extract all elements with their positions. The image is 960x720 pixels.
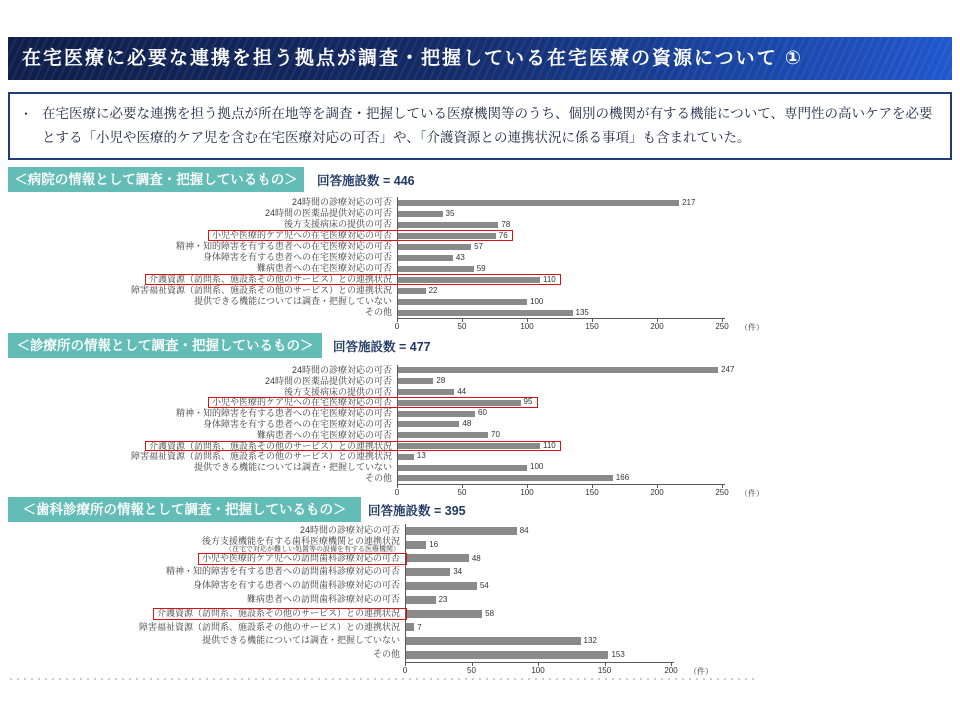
lead-text: 在宅医療に必要な連携を担う拠点が所在地等を調査・把握している医療機関等のうち、個別の機関が有する機能について、専門性の高いケアを必要とする「小児や医療的ケア児を含む在宅医療対応の可否」や、「介護資源との連携状況に係る事項」も含まれていた。 <box>42 106 933 145</box>
chart-row <box>67 219 782 230</box>
category-label <box>67 365 397 376</box>
category-label <box>67 441 397 452</box>
chart-row <box>67 285 782 296</box>
category-label-text: 提供できる機能については調査・把握していない <box>194 296 392 306</box>
value-label: 110 <box>543 275 556 284</box>
plot-area <box>397 376 782 387</box>
plot-area <box>405 634 731 648</box>
section-header-hospital: ＜病院の情報として調査・把握しているもの＞ <box>8 167 304 192</box>
chart-row <box>75 648 731 662</box>
category-label <box>67 285 397 296</box>
chart-row <box>75 621 731 635</box>
plot-area <box>397 230 782 241</box>
axis-tick-label: 100 <box>531 666 545 675</box>
plot-area <box>397 419 782 430</box>
category-label-text: 後方支援機能を有する歯科医療機関との連携状況 <box>201 535 400 546</box>
category-label <box>67 430 397 441</box>
axis-tick-label: 0 <box>394 487 400 497</box>
bar <box>405 582 477 590</box>
value-label: 100 <box>530 462 544 472</box>
category-label-text: 精神・知的障害を有する患者への訪問歯科診療対応の可否 <box>165 566 400 577</box>
category-label-text: 提供できる機能については調査・把握していない <box>202 635 400 646</box>
bar <box>397 244 471 250</box>
bar <box>397 443 540 449</box>
value-label: 217 <box>682 198 696 207</box>
category-label <box>67 219 397 230</box>
category-label-text: 後方支援病床の提供の可否 <box>283 219 392 229</box>
category-label <box>67 387 397 398</box>
bar <box>397 310 573 316</box>
axis-tick-label: 150 <box>585 322 599 331</box>
bar <box>397 233 496 239</box>
value-label: 135 <box>575 308 589 317</box>
bar <box>397 299 527 305</box>
category-label <box>67 408 397 419</box>
category-label-text: 24時間の医薬品提供対応の可否 <box>264 375 392 386</box>
value-label: 76 <box>498 231 508 240</box>
chart-row <box>67 252 782 263</box>
category-label <box>67 419 397 430</box>
value-label: 48 <box>471 553 481 563</box>
value-label: 60 <box>478 408 487 418</box>
category-label-text: 小児や医療的ケア児への在宅医療対応の可否 <box>211 397 392 408</box>
bar <box>405 554 469 562</box>
y-axis-line <box>397 197 398 319</box>
slide-title-bar <box>8 37 952 80</box>
bar <box>397 266 474 272</box>
hospital-chart <box>67 197 782 334</box>
bar <box>397 465 527 471</box>
value-label: 34 <box>453 567 463 577</box>
category-label-text: 難病患者への在宅医療対応の可否 <box>256 263 392 273</box>
value-label: 58 <box>485 608 495 618</box>
category-label <box>67 252 397 263</box>
plot-area <box>397 296 782 307</box>
plot-area <box>405 538 731 552</box>
chart-row <box>67 307 782 318</box>
value-label: 35 <box>445 209 455 218</box>
category-label <box>75 593 405 607</box>
category-label-text: 障害福祉資源（訪問系、施設系その他のサービス）との連携状況 <box>130 451 392 462</box>
chart-row <box>67 441 782 452</box>
category-label <box>67 197 397 208</box>
clinic-chart <box>67 365 782 500</box>
category-label-text: 身体障害を有する患者への在宅医療対応の可否 <box>202 252 392 262</box>
category-label-text: 精神・知的障害を有する患者への在宅医療対応の可否 <box>175 408 392 419</box>
chart-row <box>67 208 782 219</box>
category-label-text: その他 <box>364 307 392 317</box>
lead-box <box>8 92 952 160</box>
plot-area <box>397 208 782 219</box>
plot-area <box>397 441 782 452</box>
plot-area <box>397 473 782 484</box>
category-label <box>67 230 397 241</box>
category-label-text: 難病患者への在宅医療対応の可否 <box>256 429 392 440</box>
chart-row <box>67 230 782 241</box>
plot-area <box>405 565 731 579</box>
category-label <box>75 621 405 635</box>
bar <box>397 378 433 384</box>
category-label <box>67 241 397 252</box>
y-axis-line <box>397 365 398 485</box>
chart-row <box>67 387 782 398</box>
value-label: 16 <box>429 539 439 549</box>
category-label <box>67 462 397 473</box>
y-axis-line <box>405 524 406 663</box>
bar <box>397 400 521 406</box>
category-label-text: 介護資源（訪問系、施設系その他のサービス）との連携状況 <box>148 440 392 451</box>
bar <box>397 454 414 460</box>
axis-tick-label: 50 <box>457 322 467 331</box>
chart-row <box>67 376 782 387</box>
x-axis <box>402 662 713 677</box>
bar <box>397 255 453 261</box>
category-label-text: 介護資源（訪問系、施設系その他のサービス）との連携状況 <box>148 274 392 284</box>
plot-area <box>397 430 782 441</box>
plot-area <box>405 524 731 538</box>
axis-tick-label: 200 <box>664 666 678 675</box>
axis-tick-label: 250 <box>715 322 729 331</box>
chart-row <box>67 296 782 307</box>
category-label-text: 身体障害を有する患者への在宅医療対応の可否 <box>202 418 392 429</box>
axis-unit-label: （件） <box>740 323 764 332</box>
category-label-text: 障害福祉資源（訪問系、施設系その他のサービス）との連携状況 <box>138 621 400 632</box>
bar <box>397 222 498 228</box>
chart-row <box>75 552 731 566</box>
value-label: 44 <box>457 386 467 396</box>
chart-row <box>67 365 782 376</box>
category-label-text: 24時間の診療対応の可否 <box>291 365 392 375</box>
value-label: 95 <box>523 397 533 407</box>
plot-area <box>397 408 782 419</box>
axis-tick-label: 100 <box>520 487 534 497</box>
bar <box>397 421 459 427</box>
value-label: 23 <box>438 594 448 604</box>
bar <box>397 211 443 217</box>
category-label <box>75 648 405 662</box>
category-label-text: 介護資源（訪問系、施設系その他のサービス）との連携状況 <box>156 607 400 618</box>
value-label: 54 <box>479 581 489 591</box>
axis-tick-label: 0 <box>394 322 400 331</box>
category-label <box>67 397 397 408</box>
category-label-text: 24時間の診療対応の可否 <box>291 197 392 207</box>
value-label: 153 <box>611 650 625 660</box>
category-label <box>67 208 397 219</box>
plot-area <box>397 397 782 408</box>
plot-area <box>397 263 782 274</box>
axis-tick-label: 200 <box>650 487 664 497</box>
category-label <box>75 565 405 579</box>
axis-unit-label: （件） <box>740 488 764 498</box>
category-label-text: 提供できる機能については調査・把握していない <box>194 462 392 473</box>
category-label-text: 24時間の診療対応の可否 <box>299 525 400 535</box>
category-label <box>75 535 405 553</box>
category-label <box>75 634 405 648</box>
value-label: 7 <box>417 622 422 632</box>
bar <box>405 568 450 576</box>
chart-row <box>75 634 731 648</box>
section-header-dental-clinic: ＜歯科診療所の情報として調査・把握しているもの＞ <box>8 497 361 522</box>
respondent-count-hospital: 回答施設数 = 446 <box>317 174 415 188</box>
value-label: 13 <box>416 451 426 461</box>
bar <box>397 288 426 294</box>
chart-row <box>67 419 782 430</box>
value-label: 43 <box>455 253 465 262</box>
chart-row <box>67 197 782 208</box>
category-label <box>75 607 405 621</box>
plot-area <box>405 648 731 662</box>
x-axis <box>394 484 764 499</box>
axis-tick-label: 150 <box>585 487 599 497</box>
chart-row <box>75 579 731 593</box>
bar <box>397 389 454 395</box>
axis-tick-label: 150 <box>597 666 612 675</box>
bar <box>397 200 679 206</box>
plot-area <box>397 365 782 376</box>
respondent-count-clinic: 回答施設数 = 477 <box>333 340 431 354</box>
chart-row <box>75 607 731 621</box>
chart-row <box>67 241 782 252</box>
section-header-clinic: ＜診療所の情報として調査・把握しているもの＞ <box>8 333 322 358</box>
value-label: 57 <box>474 242 483 251</box>
category-label-text: 小児や医療的ケア児への在宅医療対応の可否 <box>211 230 392 240</box>
category-label <box>67 263 397 274</box>
bar <box>405 527 517 535</box>
bar <box>397 432 488 438</box>
bar <box>405 610 482 618</box>
value-label: 100 <box>530 297 544 306</box>
plot-area <box>397 252 782 263</box>
plot-area <box>397 274 782 285</box>
category-label-text: 後方支援病床の提供の可否 <box>283 386 392 397</box>
dental-clinic-chart <box>75 524 731 678</box>
plot-area <box>397 462 782 473</box>
respondent-count-dental-clinic: 回答施設数 = 395 <box>368 504 466 518</box>
plot-area <box>405 621 731 635</box>
bar <box>405 637 581 645</box>
value-label: 110 <box>543 440 556 450</box>
chart-row <box>75 535 731 553</box>
bar <box>397 277 540 283</box>
axis-tick-label: 100 <box>520 322 534 331</box>
category-label <box>67 296 397 307</box>
chart-row <box>75 524 731 538</box>
plot-area <box>397 307 782 318</box>
bar <box>397 475 613 481</box>
axis-tick-label: 0 <box>402 666 408 675</box>
axis-unit-label: （件） <box>689 667 713 676</box>
plot-area <box>405 579 731 593</box>
plot-area <box>405 593 731 607</box>
chart-row <box>67 473 782 484</box>
plot-area <box>397 387 782 398</box>
value-label: 78 <box>501 220 511 229</box>
axis-tick-label: 250 <box>715 487 729 497</box>
category-label-text: 身体障害を有する患者への訪問歯科診療対応の可否 <box>192 580 400 591</box>
bar <box>397 367 718 373</box>
bar <box>405 623 414 631</box>
category-label-note: （在宅で対応が難しい処置等の設備を有する医療機関） <box>225 545 400 553</box>
category-label <box>75 552 405 566</box>
value-label: 48 <box>462 418 472 428</box>
category-label-text: 24時間の医薬品提供対応の可否 <box>264 208 392 218</box>
value-label: 59 <box>476 264 486 273</box>
plot-area <box>397 241 782 252</box>
category-label-text: その他 <box>372 649 400 660</box>
axis-tick-label: 50 <box>467 666 476 675</box>
category-label <box>75 579 405 593</box>
bar <box>397 411 475 417</box>
value-label: 132 <box>583 636 597 646</box>
value-label: 247 <box>721 365 735 374</box>
category-label <box>67 473 397 484</box>
plot-area <box>397 285 782 296</box>
plot-area <box>397 219 782 230</box>
plot-area <box>405 607 731 621</box>
axis-tick-label: 200 <box>650 322 664 331</box>
chart-row <box>67 274 782 285</box>
value-label: 22 <box>428 286 438 295</box>
chart-row <box>67 263 782 274</box>
chart-row <box>75 565 731 579</box>
category-label-text: その他 <box>364 472 392 483</box>
value-label: 70 <box>491 429 500 439</box>
category-label-text: 難病患者への訪問歯科診療対応の可否 <box>246 593 400 604</box>
bar <box>405 541 426 549</box>
bullet-marker: ・ <box>20 107 33 121</box>
chart-row <box>67 408 782 419</box>
plot-area <box>405 552 731 566</box>
chart-row <box>67 397 782 408</box>
plot-area <box>397 451 782 462</box>
page-title: 在宅医療に必要な連携を担う拠点が調査・把握している在宅医療の資源について ① <box>22 48 803 69</box>
chart-row <box>67 451 782 462</box>
chart-row <box>75 593 731 607</box>
chart-row <box>67 430 782 441</box>
plot-area <box>397 197 782 208</box>
category-label <box>67 307 397 318</box>
category-label-text: 小児や医療的ケア児への訪問歯科診療対応の可否 <box>201 552 400 563</box>
value-label: 166 <box>615 472 630 482</box>
clipped-footnote <box>10 678 755 680</box>
value-label: 84 <box>519 526 529 535</box>
axis-tick-label: 50 <box>457 487 467 497</box>
category-label-text: 精神・知的障害を有する患者への在宅医療対応の可否 <box>175 241 392 251</box>
category-label-text: 障害福祉資源（訪問系、施設系その他のサービス）との連携状況 <box>130 285 392 295</box>
value-label: 28 <box>436 375 446 385</box>
chart-row <box>67 462 782 473</box>
x-axis <box>394 318 764 333</box>
bar <box>405 651 608 659</box>
category-label <box>67 274 397 285</box>
category-label <box>67 376 397 387</box>
bar <box>405 596 436 604</box>
category-label <box>67 451 397 462</box>
